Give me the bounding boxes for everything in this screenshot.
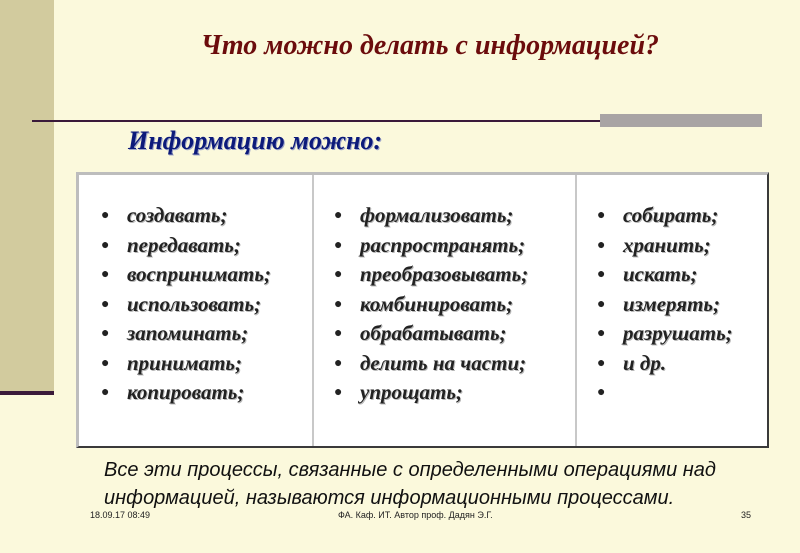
slide-title: Что можно делать с информацией? xyxy=(200,30,660,61)
bullet-icon: ● xyxy=(597,326,606,341)
list-item xyxy=(101,378,271,408)
bullet-icon: ● xyxy=(597,385,606,400)
column-1-list xyxy=(101,201,271,408)
list-item xyxy=(334,201,528,231)
list-item xyxy=(597,319,733,349)
list-item-text: воспринимать; xyxy=(127,262,271,286)
list-item xyxy=(334,319,528,349)
list-item xyxy=(597,231,733,261)
list-item-text: измерять; xyxy=(623,291,721,316)
list-item xyxy=(597,349,733,379)
bullet-icon: ● xyxy=(101,208,110,223)
list-item xyxy=(597,260,733,290)
list-item-text: формализовать; xyxy=(360,203,514,227)
bullet-icon: ● xyxy=(334,267,343,282)
footer-date: 18.09.17 08:49 xyxy=(90,510,151,520)
bullet-icon: ● xyxy=(101,296,110,312)
summary-note: Все эти процессы, связанные с определенными операциями над информацией, называются информационными процессами. xyxy=(104,459,716,509)
decorative-sidebar xyxy=(0,0,54,395)
list-item xyxy=(334,349,528,379)
list-item xyxy=(334,290,528,320)
bullet-icon: ● xyxy=(101,355,110,371)
bullet-icon: ● xyxy=(334,208,343,223)
bullet-icon: ● xyxy=(597,208,606,223)
list-item-text: собирать; xyxy=(623,203,719,227)
bullet-icon: ● xyxy=(597,296,606,312)
list-item xyxy=(101,349,271,379)
list-item xyxy=(101,319,271,349)
list-item xyxy=(101,290,271,320)
decorative-sidebar-accent xyxy=(0,391,54,395)
list-item-text: использовать; xyxy=(127,291,262,316)
footer-page-number: 35 xyxy=(741,510,752,520)
bullet-icon: ● xyxy=(597,237,606,253)
list-item-text: создавать; xyxy=(127,203,228,227)
bullet-icon: ● xyxy=(334,237,343,253)
list-item-text: комбинировать; xyxy=(360,291,514,316)
list-item-text: запоминать; xyxy=(127,321,249,345)
table-column-1 xyxy=(79,175,314,446)
bullet-icon: ● xyxy=(101,326,110,341)
footer-author: ФА. Каф. ИТ. Автор проф. Дадян Э.Г. xyxy=(338,510,493,520)
bullet-icon: ● xyxy=(334,296,343,312)
column-2-list xyxy=(334,201,528,408)
list-item-text: копировать; xyxy=(127,380,245,404)
list-item xyxy=(334,260,528,290)
list-item xyxy=(101,260,271,290)
bullet-icon: ● xyxy=(101,385,110,400)
list-item xyxy=(101,231,271,261)
list-item-text: разрушать; xyxy=(623,321,733,345)
column-3-list xyxy=(597,201,733,408)
list-item-text: принимать; xyxy=(127,350,243,375)
list-item xyxy=(334,378,528,408)
list-item xyxy=(334,231,528,261)
bullet-icon: ● xyxy=(101,267,110,282)
list-item-text: упрощать; xyxy=(360,380,463,404)
list-item xyxy=(597,201,733,231)
slide-subtitle: Информацию можно: xyxy=(128,126,383,155)
bullet-icon: ● xyxy=(334,326,343,341)
list-item-text: и др. xyxy=(623,350,667,375)
list-item xyxy=(597,378,733,408)
bullet-icon: ● xyxy=(597,267,606,282)
list-item-text: искать; xyxy=(623,262,698,286)
bullet-icon: ● xyxy=(334,355,343,371)
divider-accent-block xyxy=(600,114,762,127)
list-item-text: обрабатывать; xyxy=(360,321,507,345)
list-item-text: делить на части; xyxy=(360,350,527,375)
bullet-icon: ● xyxy=(334,385,343,400)
list-item xyxy=(597,290,733,320)
list-item-text: хранить; xyxy=(623,232,711,257)
bullet-icon: ● xyxy=(101,237,110,253)
table-column-2 xyxy=(314,175,577,446)
list-item-text: передавать; xyxy=(127,232,241,257)
table-column-3 xyxy=(577,175,767,446)
actions-table xyxy=(76,172,769,448)
list-item-text: преобразовывать; xyxy=(360,262,529,286)
list-item-text: распространять; xyxy=(360,232,526,257)
bullet-icon: ● xyxy=(597,355,606,371)
list-item xyxy=(101,201,271,231)
